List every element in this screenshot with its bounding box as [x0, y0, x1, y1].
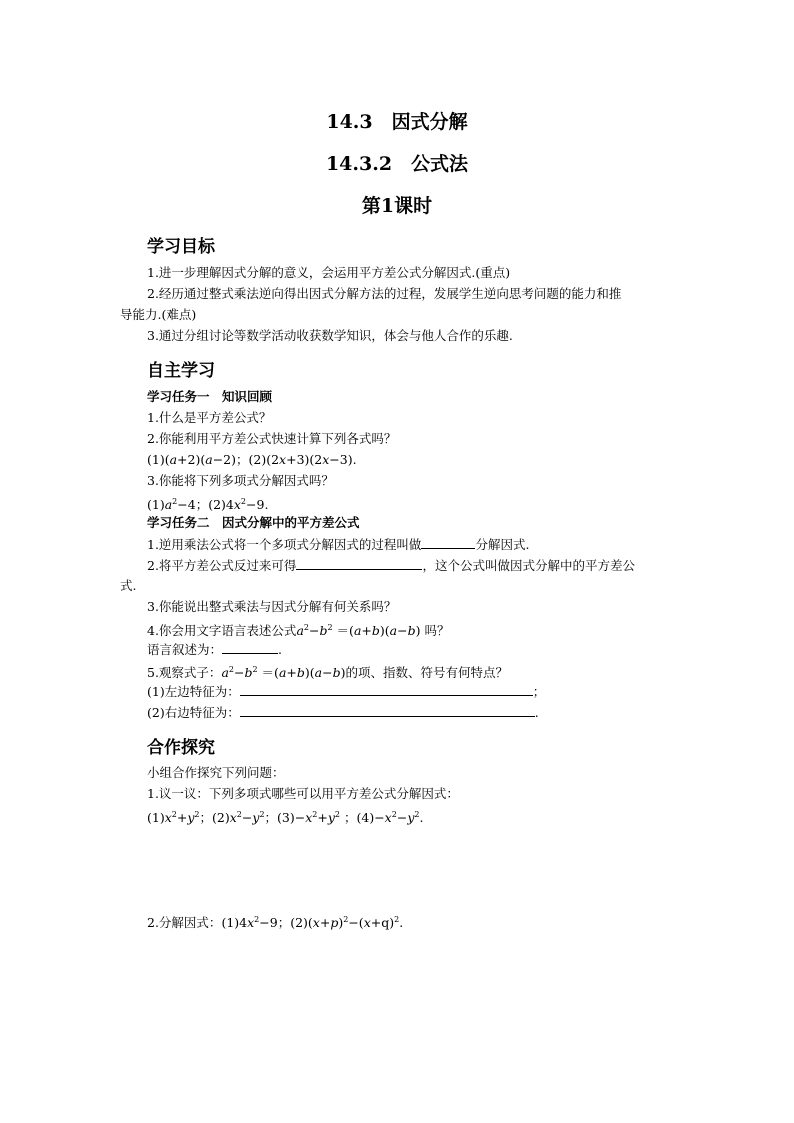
answer-blank[interactable] — [421, 536, 475, 549]
answer-blank[interactable] — [222, 641, 278, 654]
cooperate-q2: 2.分解因式：$(1)4x^2-9$；$(2)(x+p)^2-(x+q)^2$. — [147, 915, 404, 931]
cooperate-q1-expressions: $(1)x^2+y^2$；$(2)x^2-y^2$；$(3)-x^2+y^2$ ；$(4)-x^2-y^2$. — [147, 810, 424, 826]
goals-heading: 学习目标 — [147, 237, 215, 257]
section-title: 14.3 因式分解 — [326, 111, 468, 133]
task2-q5: 5.观察式子：$a^2-b^2 =(a+b)(a-b)$的项、指数、符号有何特点？ — [147, 665, 509, 681]
task1-q1: 1.什么是平方差公式？ — [147, 410, 272, 425]
task1-q3-expressions: $(1)a^2-4$；$(2)4x^2-9$. — [147, 497, 269, 513]
self-study-heading: 自主学习 — [147, 361, 215, 381]
answer-blank[interactable] — [240, 683, 533, 696]
lesson-title: 第1课时 — [361, 195, 433, 217]
task2-q1: 1.逆用乘法公式将一个多项式分解因式的过程叫做 分解因式. — [147, 537, 530, 552]
task2-q4: 4.你会用文字语言表述公式$a^2-b^2 =(a+b)(a-b)$ 吗？ — [147, 623, 450, 639]
cooperate-q1: 1.议一议：下列多项式哪些可以用平方差公式分解因式： — [147, 786, 459, 801]
cooperate-intro: 小组合作探究下列问题： — [147, 765, 285, 780]
task1-q2-expressions: (1)(a+2)(a−2)；(2)(2x+3)(2x−3). — [147, 452, 357, 467]
answer-blank[interactable] — [240, 704, 535, 717]
goal-item: 导能力.(难点) — [120, 307, 197, 322]
task2-q2-cont: 式. — [120, 578, 137, 593]
task1-title: 学习任务一 知识回顾 — [147, 389, 273, 404]
subsection-title: 14.3.2 公式法 — [325, 153, 469, 175]
answer-blank[interactable] — [296, 557, 422, 570]
right-feature: (2)右边特征为： . — [147, 705, 539, 720]
task2-lang: 语言叙述为： . — [147, 642, 282, 657]
task1-q3: 3.你能将下列多项式分解因式吗？ — [147, 473, 334, 488]
goal-item: 1.进一步理解因式分解的意义，会运用平方差公式分解因式.(重点) — [147, 265, 511, 280]
task2-q2: 2.将平方差公式反过来可得 ，这个公式叫做因式分解中的平方差公 — [147, 558, 635, 573]
goal-item: 2.经历通过整式乘法逆向得出因式分解方法的过程，发展学生逆向思考问题的能力和推 — [147, 286, 622, 301]
goal-item: 3.通过分组讨论等数学活动收获数学知识，体会与他人合作的乐趣. — [147, 328, 513, 343]
cooperate-heading: 合作探究 — [147, 738, 215, 758]
left-feature: (1)左边特征为： ； — [147, 684, 546, 699]
task1-q2: 2.你能利用平方差公式快速计算下列各式吗？ — [147, 431, 397, 446]
task2-q3: 3.你能说出整式乘法与因式分解有何关系吗？ — [147, 599, 397, 614]
task2-title: 学习任务二 因式分解中的平方差公式 — [147, 515, 360, 530]
